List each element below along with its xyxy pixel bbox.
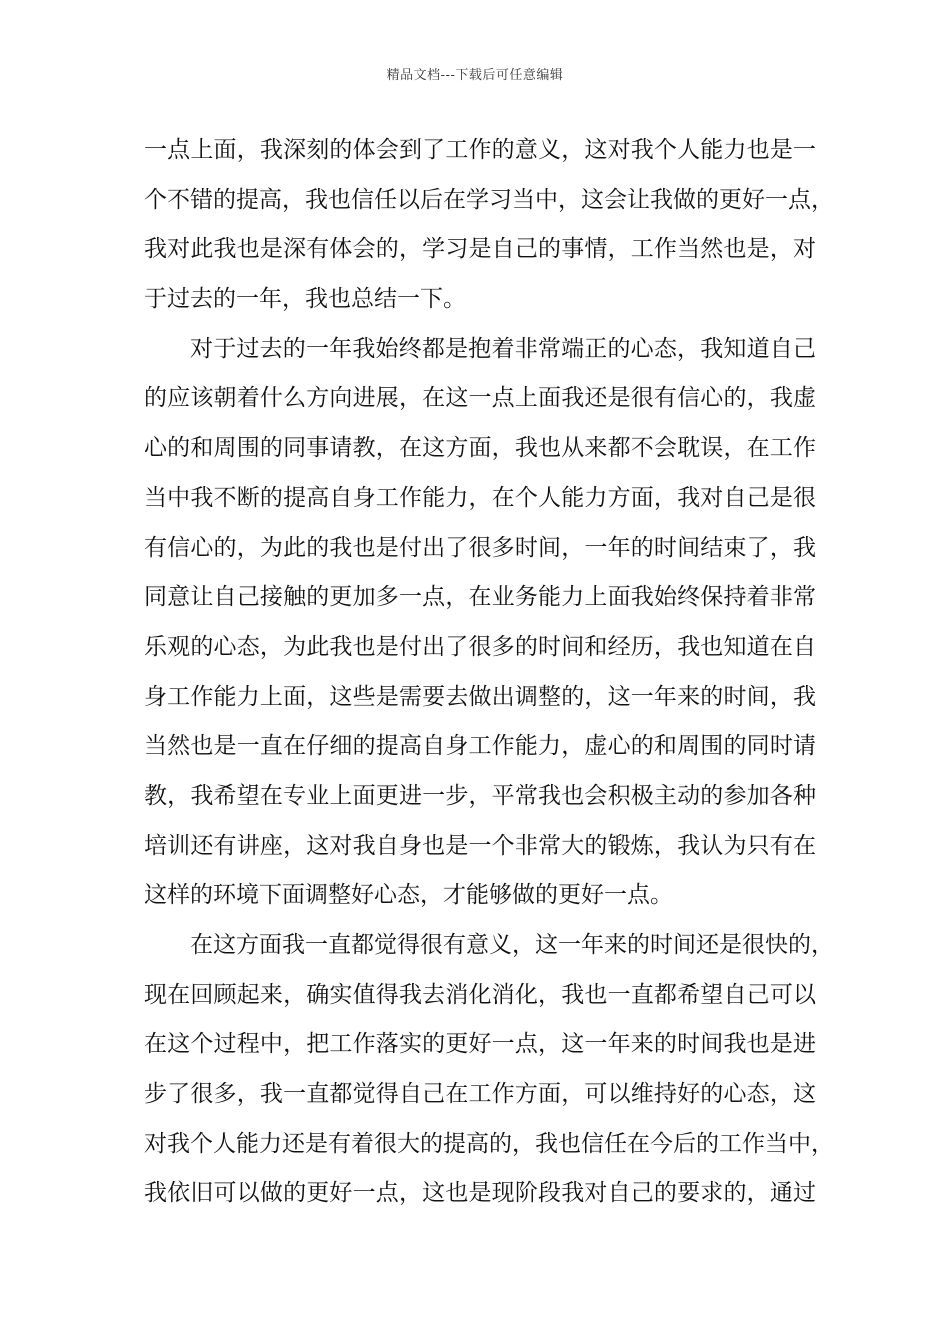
paragraph-first-line: 对于过去的一年我始终都是抱着非常端正的心态，我知道自己 [190, 335, 816, 362]
text-line: 步了很多，我一直都觉得自己在工作方面，可以维持好的心态，这 [144, 1081, 816, 1108]
text-line: 心的和周围的同事请教，在这方面，我也从来都不会耽误，在工作 [144, 435, 816, 462]
text-line: 身工作能力上面，这些是需要去做出调整的，这一年来的时间，我 [144, 683, 816, 710]
text-line: 当中我不断的提高自身工作能力，在个人能力方面，我对自己是很 [144, 484, 816, 511]
text-line: 一点上面，我深刻的体会到了工作的意义，这对我个人能力也是一 [144, 137, 816, 163]
text-line: 在这个过程中，把工作落实的更好一点，这一年来的时间我也是进 [144, 1031, 816, 1058]
text-line: 我对此我也是深有体会的，学习是自己的事情，工作当然也是，对 [144, 236, 816, 263]
text-line: 的应该朝着什么方向进展，在这一点上面我还是很有信心的，我虚 [144, 385, 816, 412]
paragraph-first-line: 在这方面我一直都觉得很有意义，这一年来的时间还是很快的， [190, 932, 834, 958]
text-line: 乐观的心态，为此我也是付出了很多的时间和经历，我也知道在自 [144, 633, 816, 660]
text-line: 这样的环境下面调整好心态，才能够做的更好一点。 [144, 882, 673, 909]
text-line: 现在回顾起来，确实值得我去消化消化，我也一直都希望自己可以 [144, 981, 816, 1008]
text-line: 当然也是一直在仔细的提高自身工作能力，虚心的和周围的同时请 [144, 733, 816, 760]
text-line: 同意让自己接触的更加多一点，在业务能力上面我始终保持着非常 [144, 584, 816, 611]
text-line: 教，我希望在专业上面更进一步，平常我也会积极主动的参加各种 [144, 782, 816, 809]
text-line: 有信心的，为此的我也是付出了很多时间，一年的时间结束了，我 [144, 534, 816, 561]
text-line: 我依旧可以做的更好一点，这也是现阶段我对自己的要求的，通过 [144, 1180, 816, 1207]
text-line: 培训还有讲座，这对我自身也是一个非常大的锻炼，我认为只有在 [144, 832, 816, 859]
text-line: 对我个人能力还是有着很大的提高的，我也信任在今后的工作当中， [144, 1130, 834, 1157]
page-header: 精品文档---下载后可任意编辑 [386, 68, 564, 83]
text-line: 个不错的提高，我也信任以后在学习当中，这会让我做的更好一点， [144, 186, 834, 213]
document-body [144, 126, 834, 1219]
text-line: 于过去的一年，我也总结一下。 [144, 286, 466, 313]
